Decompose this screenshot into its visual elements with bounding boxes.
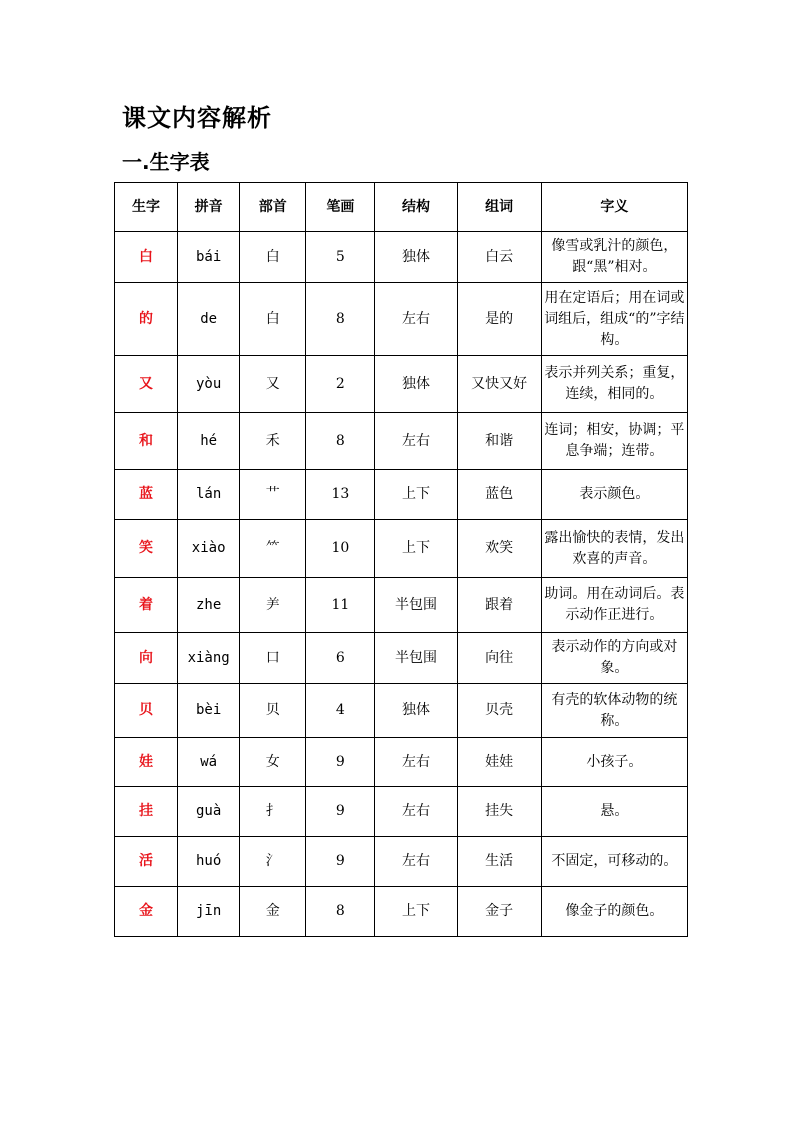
radical-cell: 白 <box>240 232 306 283</box>
radical-cell: 禾 <box>240 413 306 470</box>
char-cell: 蓝 <box>115 470 178 520</box>
meaning-cell: 表示颜色。 <box>541 470 687 520</box>
structure-cell: 左右 <box>375 787 457 837</box>
pinyin-cell: hé <box>178 413 240 470</box>
structure-cell: 半包围 <box>375 633 457 684</box>
meaning-cell: 露出愉快的表情，发出欢喜的声音。 <box>541 520 687 578</box>
table-header-row <box>115 183 688 232</box>
meaning-cell: 表示并列关系；重复，连续，相同的。 <box>541 356 687 413</box>
strokes-cell: 6 <box>306 633 375 684</box>
radical-cell: 女 <box>240 738 306 787</box>
radical-cell: 贝 <box>240 684 306 738</box>
structure-cell: 独体 <box>375 684 457 738</box>
words-cell: 娃娃 <box>457 738 541 787</box>
meaning-cell: 助词。用在动词后。表示动作正进行。 <box>541 578 687 633</box>
table-row <box>115 633 688 684</box>
meaning-cell: 像金子的颜色。 <box>541 887 687 937</box>
meaning-cell: 小孩子。 <box>541 738 687 787</box>
table-row <box>115 578 688 633</box>
radical-cell: 艹 <box>240 470 306 520</box>
structure-cell: 上下 <box>375 470 457 520</box>
header-meaning: 字义 <box>541 183 687 232</box>
radical-cell: ⺶ <box>240 578 306 633</box>
words-cell: 向往 <box>457 633 541 684</box>
pinyin-cell: xiào <box>178 520 240 578</box>
meaning-cell: 连词；相安，协调；平息争端；连带。 <box>541 413 687 470</box>
meaning-cell: 悬。 <box>541 787 687 837</box>
char-cell: 活 <box>115 837 178 887</box>
pinyin-cell: zhe <box>178 578 240 633</box>
strokes-cell: 13 <box>306 470 375 520</box>
header-pinyin: 拼音 <box>178 183 240 232</box>
char-cell: 和 <box>115 413 178 470</box>
words-cell: 是的 <box>457 283 541 356</box>
table-row <box>115 520 688 578</box>
words-cell: 贝壳 <box>457 684 541 738</box>
char-cell: 的 <box>115 283 178 356</box>
table-row <box>115 470 688 520</box>
pinyin-cell: jīn <box>178 887 240 937</box>
words-cell: 金子 <box>457 887 541 937</box>
words-cell: 跟着 <box>457 578 541 633</box>
strokes-cell: 11 <box>306 578 375 633</box>
words-cell: 蓝色 <box>457 470 541 520</box>
char-cell: 挂 <box>115 787 178 837</box>
table-row <box>115 787 688 837</box>
pinyin-cell: yòu <box>178 356 240 413</box>
header-strokes: 笔画 <box>306 183 375 232</box>
table-row <box>115 837 688 887</box>
radical-cell: 扌 <box>240 787 306 837</box>
structure-cell: 左右 <box>375 738 457 787</box>
table-row <box>115 283 688 356</box>
meaning-cell: 用在定语后；用在词或词组后，组成“的”字结构。 <box>541 283 687 356</box>
header-words: 组词 <box>457 183 541 232</box>
words-cell: 挂失 <box>457 787 541 837</box>
radical-cell: 口 <box>240 633 306 684</box>
table-row <box>115 232 688 283</box>
char-cell: 娃 <box>115 738 178 787</box>
pinyin-cell: bèi <box>178 684 240 738</box>
words-cell: 白云 <box>457 232 541 283</box>
words-cell: 又快又好 <box>457 356 541 413</box>
pinyin-cell: huó <box>178 837 240 887</box>
page-title: 课文内容解析 <box>122 104 272 132</box>
section-title: 一.生字表 <box>122 150 210 174</box>
structure-cell: 上下 <box>375 520 457 578</box>
meaning-cell: 像雪或乳汁的颜色，跟“黑”相对。 <box>541 232 687 283</box>
strokes-cell: 9 <box>306 837 375 887</box>
strokes-cell: 10 <box>306 520 375 578</box>
structure-cell: 独体 <box>375 356 457 413</box>
structure-cell: 左右 <box>375 413 457 470</box>
structure-cell: 独体 <box>375 232 457 283</box>
pinyin-cell: guà <box>178 787 240 837</box>
strokes-cell: 8 <box>306 413 375 470</box>
header-char: 生字 <box>115 183 178 232</box>
strokes-cell: 8 <box>306 887 375 937</box>
character-table <box>114 182 688 937</box>
char-cell: 向 <box>115 633 178 684</box>
char-cell: 白 <box>115 232 178 283</box>
words-cell: 和谐 <box>457 413 541 470</box>
strokes-cell: 2 <box>306 356 375 413</box>
table-row <box>115 356 688 413</box>
structure-cell: 左右 <box>375 837 457 887</box>
strokes-cell: 5 <box>306 232 375 283</box>
strokes-cell: 9 <box>306 787 375 837</box>
char-cell: 笑 <box>115 520 178 578</box>
words-cell: 生活 <box>457 837 541 887</box>
table-row <box>115 684 688 738</box>
header-structure: 结构 <box>375 183 457 232</box>
radical-cell: 又 <box>240 356 306 413</box>
pinyin-cell: wá <box>178 738 240 787</box>
meaning-cell: 表示动作的方向或对象。 <box>541 633 687 684</box>
radical-cell: ⺮ <box>240 520 306 578</box>
strokes-cell: 4 <box>306 684 375 738</box>
char-cell: 着 <box>115 578 178 633</box>
strokes-cell: 9 <box>306 738 375 787</box>
radical-cell: 金 <box>240 887 306 937</box>
char-cell: 又 <box>115 356 178 413</box>
pinyin-cell: de <box>178 283 240 356</box>
strokes-cell: 8 <box>306 283 375 356</box>
table-body <box>115 232 688 937</box>
table-row <box>115 738 688 787</box>
table-row <box>115 413 688 470</box>
meaning-cell: 不固定，可移动的。 <box>541 837 687 887</box>
char-cell: 贝 <box>115 684 178 738</box>
pinyin-cell: bái <box>178 232 240 283</box>
radical-cell: 白 <box>240 283 306 356</box>
pinyin-cell: lán <box>178 470 240 520</box>
structure-cell: 上下 <box>375 887 457 937</box>
pinyin-cell: xiàng <box>178 633 240 684</box>
table-row <box>115 887 688 937</box>
words-cell: 欢笑 <box>457 520 541 578</box>
char-cell: 金 <box>115 887 178 937</box>
radical-cell: 氵 <box>240 837 306 887</box>
header-radical: 部首 <box>240 183 306 232</box>
structure-cell: 半包围 <box>375 578 457 633</box>
meaning-cell: 有壳的软体动物的统称。 <box>541 684 687 738</box>
structure-cell: 左右 <box>375 283 457 356</box>
